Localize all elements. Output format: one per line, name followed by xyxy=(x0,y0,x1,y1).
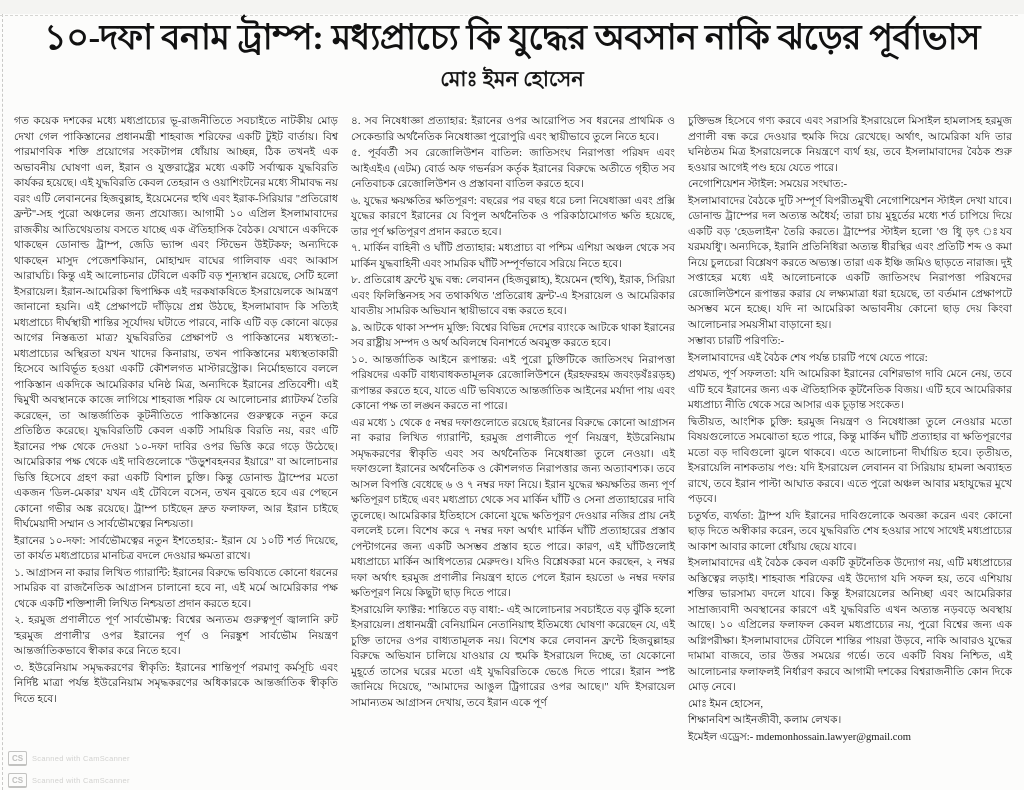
paragraph: ইসলামাবাদের বৈঠকে দুটি সম্পূর্ণ বিপরীতমুখী নেগোশিয়েশন স্টাইল দেখা যাবে। ডোনাল্ড ট্রাম্পের দল অত্যন্ত অধৈর্য; তারা চায় মুহূর্তের মধ্যে শর্ত চাপিয়ে দিয়ে একটি বড় 'হেডলাইন' তৈরি করতে। ট্রাম্পের স্টাইল হলো 'গু ধিু ড়ৎ ঃযব যরমযধিু'। অন্যদিকে, ইরানি প্রতিনিধিরা অত্যন্ত ধীরস্থির এবং প্রতিটি শব্দ ও কমা নিয়ে চুলচেরা বিশ্লেষণ করতে অভ্যস্ত। তারা এক ইঞ্চি জমিও ছাড়তে নারাজ। দুই সপ্তাহের মধ্যে এই আলোচনাকে একটি জাতিসংঘ নিরাপত্তা পরিষদের রেজোলিউশনে রূপান্তর করার যে লক্ষ্যমাত্রা ধরা হয়েছে, তা বর্তমান প্রেক্ষাপটে অসম্ভব মনে হচ্ছে। যদি না আমেরিকা অভাবনীয় কোনো ছাড় দেয় কিংবা আলোচনার সময়সীমা বাড়ানো হয়। xyxy=(688,195,1012,331)
paragraph: চতুর্থত, ব্যর্থতা: ট্রাম্প যদি ইরানের দাবিগুলোকে অবজ্ঞা করেন এবং কোনো ছাড় দিতে অস্বীকার করেন, তবে যুদ্ধবিরতি শেষ হওয়ার সাথে সাথেই মধ্যপ্রাচ্যের আকাশ আবার কালো ধোঁয়ায় ছেয়ে যাবে। xyxy=(688,510,1012,553)
camscanner-watermark-label: Scanned with CamScanner xyxy=(32,776,130,785)
article-headline: ১০-দফা বনাম ট্রাম্প: মধ্যপ্রাচ্যে কি যুদ্ধের অবসান নাকি ঝড়ের পূর্বাভাস xyxy=(44,18,980,57)
paragraph: শিক্ষানবিশ আইনজীবী, কলাম লেখক। xyxy=(688,715,842,727)
camscanner-watermark-label: Scanned with CamScanner xyxy=(32,754,130,763)
column-3 xyxy=(688,114,1012,746)
paragraph: প্রথমত, পূর্ণ সফলতা: যদি আমেরিকা ইরানের বেশিরভাগ দাবি মেনে নেয়, তবে এটি হবে ইরানের জন্য এক ঐতিহাসিক কূটনৈতিক বিজয়। এটি হবে আমেরিকার মধ্যপ্রাচ্য নীতি থেকে সরে আসার এক চূড়ান্ত সংকেত। xyxy=(688,369,1012,412)
paragraph: নেগোশিয়েশন স্টাইল: সময়ের সংঘাত:- xyxy=(688,179,848,191)
paragraph: মোঃ ইমন হোসেন, xyxy=(688,698,764,710)
paragraph: সম্ভাব্য চারটি পরিণতি:- xyxy=(688,336,785,348)
paragraph: ৫. পূর্ববর্তী সব রেজোলিউশন বাতিল: জাতিসংঘ নিরাপত্তা পরিষদ এবং আইএইএ (এটম) বোর্ড অফ গভর্নরস কর্তৃক ইরানের বিরুদ্ধে অতীতে গৃহীত সব নেতিবাচক রেজোলিউশন ও প্রস্তাবনা বাতিল করতে হবে। xyxy=(351,148,675,191)
paragraph: ১. আগ্রাসন না করার লিখিত গ্যারান্টি: ইরানের বিরুদ্ধে ভবিষ্যতে কোনো ধরনের সামরিক বা রাজনৈতিক আগ্রাসন চালানো হবে না, এই মর্মে আমেরিকার পক্ষ থেকে একটি শক্তিশালী লিখিত নিশ্চয়তা প্রদান করতে হবে। xyxy=(14,567,338,610)
paragraph: ইরানের ১০-দফা: সার্বভৌমত্বের নতুন ইশতেহার:- ইরান যে ১০টি শর্ত দিয়েছে, তা কার্যত মধ্যপ্রাচ্যের মানচিত্র বদলে দেওয়ার ক্ষমতা রাখে। xyxy=(14,535,338,563)
paragraph: ইমেইল এড্রেস:- mdemonhossain.lawyer@gmail.com xyxy=(688,731,911,743)
paragraph: ৭. মার্কিন বাহিনী ও ঘাঁটি প্রত্যাহার: মধ্যপ্রাচ্য বা পশ্চিম এশিয়া অঞ্চল থেকে সব মার্কিন যুদ্ধবাহিনী এবং সামরিক ঘাঁটি সম্পূর্ণভাবে সরিয়ে নিতে হবে। xyxy=(351,243,675,270)
paragraph: ৩. ইউরেনিয়াম সমৃদ্ধকরণের স্বীকৃতি: ইরানের শান্তিপূর্ণ পরমাণু কর্মসূচি এবং নির্দিষ্ট মাত্রা পর্যন্ত ইউরেনিয়াম সমৃদ্ধকরণের অধিকারকে আন্তর্জাতিক স্বীকৃতি দিতে হবে। xyxy=(14,662,338,705)
paragraph: দ্বিতীয়ত, আংশিক চুক্তি: হরমুজ নিয়ন্ত্রণ ও নিষেধাজ্ঞা তুলে নেওয়ার মতো বিষয়গুলোতে সমঝোতা হতে পারে, কিন্তু মার্কিন ঘাঁটি প্রত্যাহার বা ক্ষতিপূরণের মতো বড় দাবিগুলো ঝুলে থাকবে। এতে আলোচনা দীর্ঘায়িত হবে। তৃতীয়ত, ইসরায়েলি নাশকতায় পণ্ড: যদি ইসরায়েল লেবানন বা সিরিয়ায় হামলা অব্যাহত রাখে, তবে ইরান পাল্টা আঘাত করবে। এতে পুরো অঞ্চল আবার মহাযুদ্ধের মুখে পড়বে। xyxy=(688,416,1012,506)
author-byline: মোঃ ইমন হোসেন xyxy=(440,67,584,92)
paragraph: ইসরায়েলি ফ্যাক্টর: শান্তিতে বড় বাধা:- এই আলোচনার সবচাইতে বড় ঝুঁকি হলো ইসরায়েল। প্রধানমন্ত্রী বেনিয়ামিন নেতানিয়াহু ইতিমধ্যে ঘোষণা করেছেন যে, এই চুক্তি তাদের ওপর বাধ্যতামূলক নয়। বিশেষ করে লেবানন ফ্রন্টে হিজবুল্লাহর বিরুদ্ধে অভিযান চালিয়ে যাওয়ার যে হুমকি ইসরায়েল দিচ্ছে, তা যেকোনো মুহূর্তে তাসের ঘরের মতো এই যুদ্ধবিরতিকে ভেঙে দিতে পারে। ইরান স্পষ্ট জানিয়ে দিয়েছে, "আমাদের আঙুল ট্রিগারের ওপর আছে।" যদি ইসরায়েল সামান্যতম আগ্রাসন দেখায়, তবে ইরান একে পূর্ণ xyxy=(351,604,675,709)
column-2 xyxy=(351,114,675,746)
camscanner-badge-icon: CS xyxy=(8,751,27,766)
paragraph: ৯. আটকে থাকা সম্পদ মুক্তি: বিশ্বের বিভিন্ন দেশের ব্যাংকে আটকে থাকা ইরানের সব রাষ্ট্রীয় সম্পদ ও অর্থ অবিলম্বে বিনাশর্তে অবমুক্ত করতে হবে। xyxy=(351,322,675,350)
paragraph: ইসলামাবাদের এই বৈঠক কেবল একটি কূটনৈতিক উদ্যোগ নয়, এটি মধ্যপ্রাচ্যের অস্তিত্বের লড়াই। শাহবাজ শরিফের এই উদ্যোগ যদি সফল হয়, তবে এশিয়ায় শক্তির ভারসাম্য বদলে যাবে। কিন্তু ইসরায়েলের অনিচ্ছা এবং আমেরিকার সাম্রাজ্যবাদী অবস্থানের কারণে এই যুদ্ধবিরতি এখন অত্যন্ত নড়বড়ে অবস্থায় আছে। ১০ এপ্রিলের ফলাফল কেবল মধ্যপ্রাচ্যের নয়, পুরো বিশ্বের জন্য এক অগ্নিপরীক্ষা। ইসলামাবাদের টেবিলে শান্তির পায়রা উড়বে, নাকি আবারও যুদ্ধের দামামা বাজবে, তার উত্তর সময়ের গর্ভে। তবে একটি বিষয় নিশ্চিত, এই আলোচনার ফলাফলই নির্ধারণ করবে আগামী দশকের বিশ্বরাজনীতি কোন দিকে মোড় নেবে। xyxy=(688,558,1012,694)
camscanner-badge-icon: CS xyxy=(8,773,27,788)
scanned-page xyxy=(0,14,1024,790)
paragraph: ৪. সব নিষেধাজ্ঞা প্রত্যাহার: ইরানের ওপর আরোপিত সব ধরনের প্রাথমিক ও সেকেন্ডারি অর্থনৈতিক নিষেধাজ্ঞা পুরোপুরি এবং স্থায়ীভাবে তুলে নিতে হবে। xyxy=(351,116,675,143)
camscanner-watermark-2 xyxy=(8,773,130,788)
column-1 xyxy=(14,114,338,746)
paragraph: ২. হরমুজ প্রণালীতে পূর্ণ সার্বভৌমত্ব: বিশ্বের অন্যতম গুরুত্বপূর্ণ জ্বালানি রুট 'হরমুজ প্রণালী'র ওপর ইরানের পূর্ণ ও নিরঙ্কুশ সার্বভৌম নিয়ন্ত্রণ আন্তর্জাতিকভাবে স্বীকার করে নিতে হবে। xyxy=(14,615,338,658)
paragraph: ইসলামাবাদের এই বৈঠক শেষ পর্যন্ত চারটি পথে যেতে পারে: xyxy=(688,352,928,364)
scan-edge-left xyxy=(2,14,3,790)
scan-edge-top xyxy=(0,15,1018,16)
paragraph: চুক্তিভঙ্গ হিসেবে গণ্য করবে এবং সরাসরি ইসরায়েলে মিসাইল হামলাসহ হরমুজ প্রণালী বন্ধ করে দেওয়ার হুমকি দিয়ে রেখেছে। অর্থাৎ, আমেরিকা যদি তার ঘনিষ্ঠতম মিত্র ইসরায়েলকে নিয়ন্ত্রণে ব্যর্থ হয়, তবে ইসলামাবাদের বৈঠক শুরু হওয়ার আগেই পণ্ড হয়ে যেতে পারে। xyxy=(688,116,1012,174)
paragraph: ৬. যুদ্ধের ক্ষয়ক্ষতির ক্ষতিপূরণ: বছরের পর বছর ধরে চলা নিষেধাজ্ঞা এবং প্রক্সি যুদ্ধের কারণে ইরানের যে বিপুল অর্থনৈতিক ও পরিকাঠামোগত ক্ষতি হয়েছে, তার পূর্ণ ক্ষতিপূরণ প্রদান করতে হবে। xyxy=(351,195,675,238)
article-body xyxy=(0,108,1024,746)
paragraph: এর মধ্যে ১ থেকে ৫ নম্বর দফাগুলোতে রয়েছে ইরানের বিরুদ্ধে কোনো আগ্রাসন না করার লিখিত গ্যারান্টি, হরমুজ প্রণালীতে পূর্ণ নিয়ন্ত্রণ, ইউরেনিয়াম সমৃদ্ধকরণের স্বীকৃতি এবং সব অর্থনৈতিক নিষেধাজ্ঞা তুলে নেওয়া। এই দফাগুলো ইরানের অর্থনৈতিক ও কৌশলগত নিরাপত্তার জন্য অত্যাবশ্যক। তবে আসল বিপত্তি বেধেছে ৬ ও ৭ নম্বর দফা নিয়ে। ইরান যুদ্ধের ক্ষয়ক্ষতির জন্য পূর্ণ ক্ষতিপূরণ চাইছে এবং মধ্যপ্রাচ্য থেকে সব মার্কিন ঘাঁটি ও সেনা প্রত্যাহারের দাবি তুলেছে। আমেরিকার ইতিহাসে কোনো যুদ্ধে ক্ষতিপূরণ দেওয়ার নজির প্রায় নেই বললেই চলে। বিশেষ করে ৭ নম্বর দফা অর্থাৎ মার্কিন ঘাঁটি প্রত্যাহারের প্রস্তাব পেন্টাগনের জন্য একটি অসম্ভব প্রস্তাব হতে পারে। কারণ, এই ঘাঁটিগুলোই মধ্যপ্রাচ্যে মার্কিন আধিপত্যের মেরুদণ্ড। যদিও বিশ্লেষকরা মনে করছেন, ২ নম্বর দফা অর্থাৎ হরমুজ প্রণালীর নিয়ন্ত্রণ হাতে পেলে ইরান হয়তো ৬ নম্বর দফার ক্ষতিপূরণ নিয়ে কিছুটা ছাড় দিতে পারে। xyxy=(351,417,675,600)
camscanner-watermark-1 xyxy=(8,751,130,766)
paragraph: গত কয়েক দশকের মধ্যে মধ্যপ্রাচ্যের ভূ-রাজনীতিতে সবচাইতে নাটকীয় মোড় দেখা গেল পাকিস্তানের প্রধানমন্ত্রী শাহবাজ শরিফের একটি টুইট বার্তায়। বিশ্ব পারমাণবিক শক্তি প্রয়োগের সংকটাপন্ন ধোঁয়ায় আচ্ছন্ন, ঠিক তখনই এক অভাবনীয় ঘোষণা এল, ইরান ও যুক্তরাষ্ট্রের মধ্যে একটি সর্বাত্মক যুদ্ধবিরতি কার্যকর হয়েছে। এই যুদ্ধবিরতি কেবল তেহরান ও ওয়াশিংটনের মধ্যে সীমাবদ্ধ নয় বরং এটি লেবাননের হিজবুল্লাহ, ইয়েমেনের হুথি এবং ইরাক-সিরিয়ার "প্রতিরোধ ফ্রন্ট"-সহ পুরো অঞ্চলের জন্য প্রযোজ্য। আগামী ১০ এপ্রিল ইসলামাবাদের রাজকীয় আতিথেয়তায় বসতে যাচ্ছে এক ঐতিহাসিক বৈঠক। যেখানে একদিকে থাকছেন ডোনাল্ড ট্রাম্প, জেডি ভ্যান্স এবং স্টিভেন উইটকফ; অন্যদিকে থাকছেন মাসুদ পেজেশকিয়ান, মোহাম্মদ বাঘের গালিবাফ এবং আব্বাস আরাঘচি। কিন্তু এই আলোচনার টেবিলে একটি বড় শূন্যস্থান রয়েছে, সেটি হলো ইসরায়েল। ইরান-আমেরিকা দ্বিপাক্ষিক এই দরকষাকষিতে ইসরায়েলকে আমন্ত্রণ জানানো হয়নি। এই প্রেক্ষাপটে দাঁড়িয়ে প্রশ্ন উঠছে, ইসলামাবাদ কি সত্যিই মধ্যপ্রাচ্যে দীর্ঘস্থায়ী শান্তির সূর্যোদয় ঘটাতে পারবে, নাকি এটি বড় কোনো ঝড়ের আগের নিস্তব্ধতা মাত্র? যুদ্ধবিরতির প্রেক্ষাপট ও পাকিস্তানের মধ্যস্থতা:- মধ্যপ্রাচ্যের অস্থিরতা যখন খাদের কিনারায়, তখন পাকিস্তানের মধ্যস্থতাকারী হিসেবে আবির্ভূত হওয়া একটি কৌশলগত মাস্টারস্ট্রোক। নির্মোহভাবে বললে পাকিস্তান একদিকে আমেরিকার ঘনিষ্ঠ মিত্র, অন্যদিকে ইরানের প্রতিবেশী। এই দ্বিমুখী অবস্থানকে কাজে লাগিয়ে শাহবাজ শরিফ যে আলোচনার প্ল্যাটফর্ম তৈরি করেছেন, তা আন্তর্জাতিক কূটনীতিতে পাকিস্তানের গুরুত্বকে নতুন করে প্রতিষ্ঠিত করেছে। যুদ্ধবিরতিটি কেবল একটি সাময়িক বিরতি নয়, বরং এটি ইরানের পক্ষ থেকে দেওয়া ১০-দফা দাবির ওপর ভিত্তি করে গড়ে উঠেছে। আমেরিকার পক্ষ থেকে এই দাবিগুলোকে "উড়ুশবহনবর ইয়ারে" বা আলোচনার ভিত্তি হিসেবে গ্রহণ করা একটি বিশাল চুক্তি। কিন্তু ডোনাল্ড ট্রাম্পের মতো একজন 'ডিল-মেকার' যখন এই টেবিলে বসেন, তখন বুঝতে হবে এর পেছনে কোনো গভীর অঙ্ক রয়েছে। ট্রাম্প চাইছেন দ্রুত ফলাফল, আর ইরান চাইছে দীর্ঘমেয়াদী সম্মান ও সার্বভৌমত্বের নিশ্চয়তা। xyxy=(14,116,338,531)
paragraph: ৮. প্রতিরোধ ফ্রন্টে যুদ্ধ বন্ধ: লেবানন (হিজবুল্লাহ), ইয়েমেন (হুথি), ইরাক, সিরিয়া এবং ফিলিস্তিনসহ সব তথাকথিত 'প্রতিরোধ ফ্রন্ট'-এ ইসরায়েল ও আমেরিকার যাবতীয় সামরিক অভিযান স্থায়ীভাবে বন্ধ করতে হবে। xyxy=(351,275,675,318)
paragraph: ১০. আন্তর্জাতিক আইনে রূপান্তর: এই পুরো চুক্তিটিকে জাতিসংঘ নিরাপত্তা পরিষদের একটি বাধ্যবাধকতামূলক রেজোলিউশনে (ইরহফরহম জবংড়ষঁঃরড়হ) রূপান্তর করতে হবে, যাতে এটি ভবিষ্যতে আন্তর্জাতিক আইনের মর্যাদা পায় এবং কোনো পক্ষ তা লঙ্ঘন করতে না পারে। xyxy=(351,354,675,413)
